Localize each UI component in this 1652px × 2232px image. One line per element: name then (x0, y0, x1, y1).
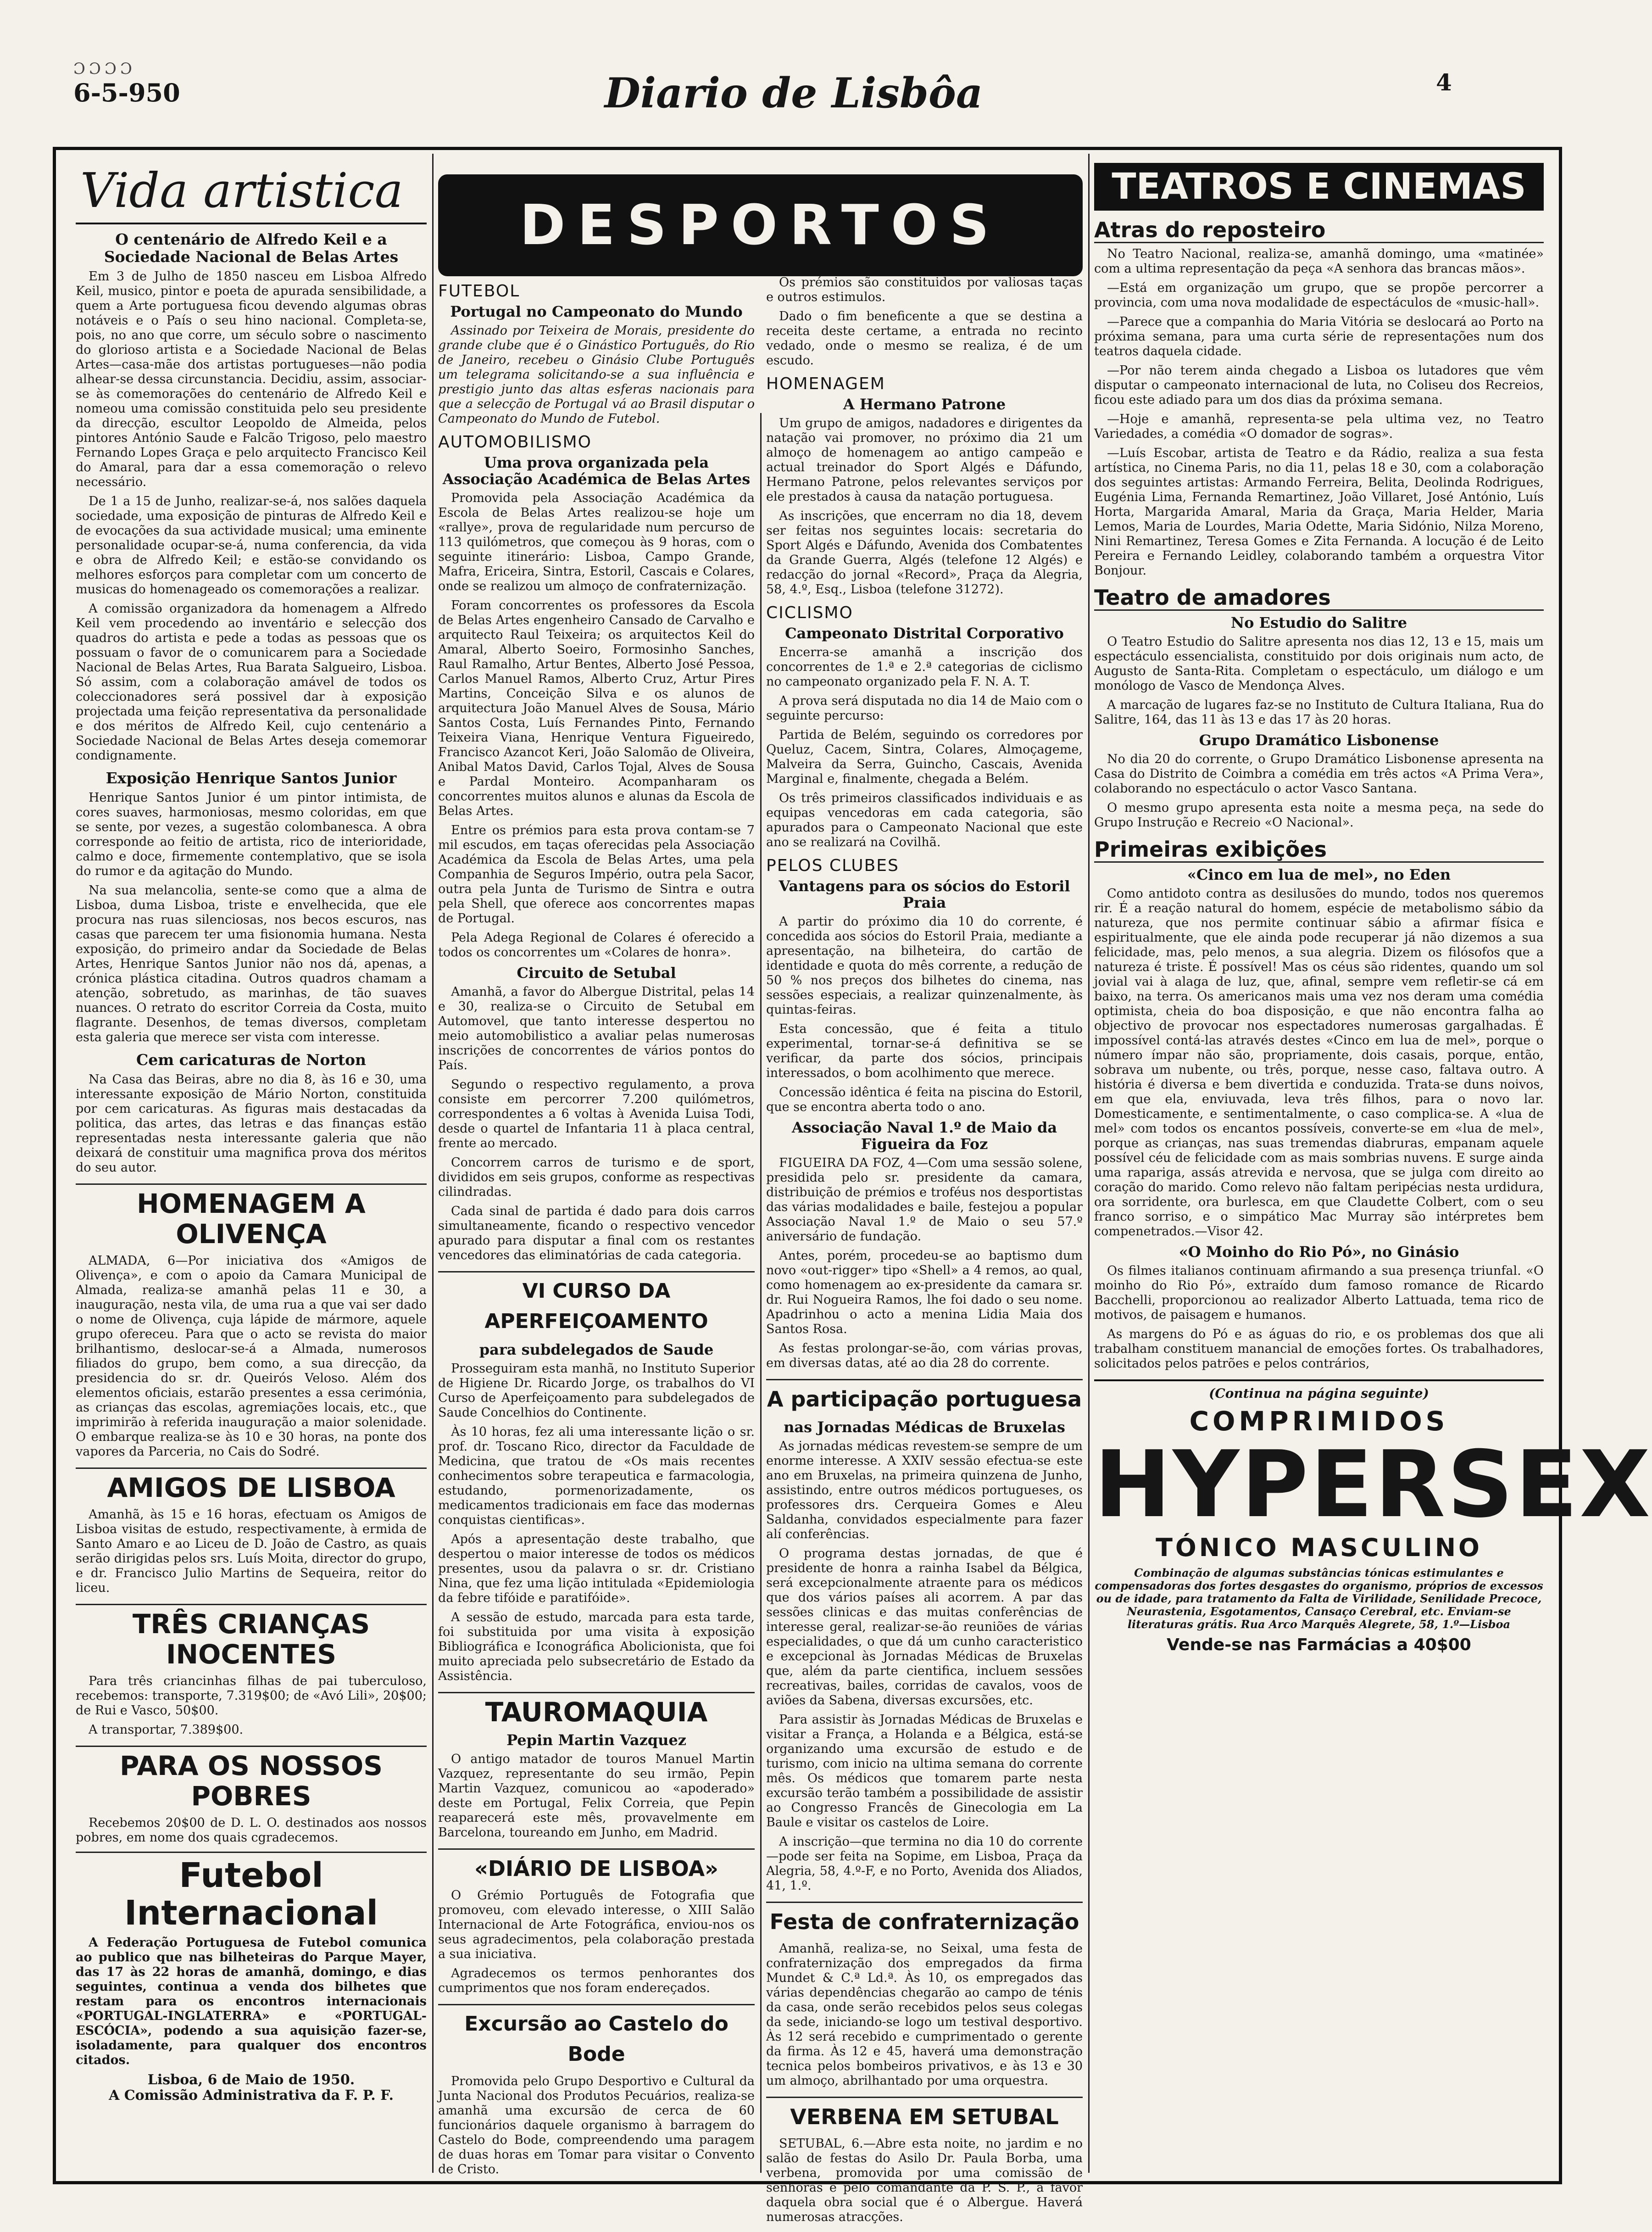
column-divider (1088, 154, 1090, 2173)
article-paragraph: Agradecemos os termos penhorantes dos cumprimentos que nos foram endereçados. (438, 1966, 755, 1995)
article-subtitle: Grupo Dramático Lisbonense (1199, 731, 1439, 749)
article-paragraph: Os prémios são constituidos por valiosas taças e outros estimulos. (766, 275, 1083, 304)
article-title: A participação portuguesa (766, 1379, 1083, 1414)
article-paragraph: Pela Adega Regional de Colares é oferecido a todos os concorrentes um «Colares de honra». (438, 931, 755, 960)
article-paragraph: Foram concorrentes os professores da Escola de Belas Artes engenheiro Cansado de Carvalho e arquitecto Raul Teixeira; os arquitectos Keil do Amaral, Alberto Soeiro, Formosinho Sanches, Raul Ramalho, Artur Bentes, Alberto José Pessoa, Carlos Manuel Ramos, Alberto Cruz, Artur Pires Martins, Conceição Silva e os alunos de arquitectura João Manuel Alves de Sousa, Mário Santos Costa, Luís Fernandes Pinto, Fernando Teixeira Viana, Henrique Ventura Figueiredo, Francisco Azancot Keri, João Salomão de Oliveira, Anibal Matos David, Carlos Tojal, Alves de Sousa e Pardal Monteiro. Acompanharam os concorrentes muitos alunos e alunas da Escola de Belas Artes. (438, 598, 755, 818)
article-paragraph: O programa destas jornadas, de que é presidente de honra a rainha Isabel da Bélgica, será excepcionalmente atraente para os médicos que dos vários países ali acorrem. A par das sessões clinicas e das muitas conferências de interesse geral, realizar-se-ão reuniões de várias especialidades, o que dá um cunho caracteristico e excepcional às Jornadas Médicas de Bruxelas que, além da parte cientifica, incluem sessões recreativas, bailes, corridas de cavalos, voos de aviões da Sabena, diversas excursões, etc. (766, 1546, 1083, 1707)
category-label: PELOS CLUBES (766, 856, 899, 875)
article-title: Circuito de Setubal (517, 964, 676, 982)
article-paragraph: As inscrições, que encerram no dia 18, devem ser feitas nos seguintes locais: secretaria do Sport Algés e Dáfundo, Avenida dos Combatentes da Grande Guerra, Algés (telefone 12 Algés) e redacção do jornal «Record», Praça da Alegria, 58, 4.º, Esq., Lisboa (telefone 31272). (766, 509, 1083, 597)
article-title: A Hermano Patrone (843, 396, 1006, 413)
article-paragraph: No Teatro Nacional, realiza-se, amanhã domingo, uma «matinée» com a ultima representação da peça «A senhora das brancas mãos». (1094, 247, 1544, 276)
article-paragraph: —Por não terem ainda chegado a Lisboa os lutadores que vêm disputar o campeonato internacional de luta, no Coliseu dos Recreios, ficou este adiado para um dos dias da próxima semana. (1094, 363, 1544, 407)
ad-description: Combinação de algumas substâncias tónicas estimulantes e compensadoras dos fortes desgastes do organismo, próprios de excessos ou de idade, para tratamento da Falta de Virilidade, Senilidade Precoce, Neurastenia, Esgotamentos, Cansaço Cerebral, etc. Enviam-se literaturas grátis. Rua Arco Marquês Alegrete, 58, 1.º—Lisboa (1095, 1566, 1543, 1631)
section-title-vida-artistica: Vida artistica (80, 162, 403, 218)
category-label: FUTEBOL (438, 282, 520, 301)
article-paragraph: Assinado por Teixeira de Morais, presidente do grande clube que é o Ginástico Português, do Rio de Janeiro, recebeu o Ginásio Clube Português um telegrama solicitando-se a sua influência e prestigio junto das altas esferas nacionais para que a selecção de Portugal vá ao Brasil disputar o Campeonato do Mundo de Futebol. (438, 324, 755, 426)
article-paragraph: —Luís Escobar, artista de Teatro e da Rádio, realiza a sua festa artística, no Cinema Paris, no dia 11, pelas 18 e 30, com a colaboração dos seguintes artistas: Armando Ferreira, Belita, Deolinda Rodrigues, Eugénia Lima, Fernanda Remartinez, João Villaret, José António, Luís Horta, Margarida Amaral, Maria da Graça, Maria Helder, Maria Lemos, Maria de Lourdes, Maria Odette, Maria Sidónio, Nilza Moreno, Nini Remartinez, Teresa Gomes e Zita Fernanda. A locução é de Leito Pereira e Fernando Leidley, colaborando também a orquestra Vitor Bonjour. (1094, 446, 1544, 578)
article-title: TAUROMAQUIA (438, 1692, 755, 1727)
article-paragraph: Concessão idêntica é feita na piscina do Estoril, que se encontra aberta todo o ano. (766, 1085, 1083, 1114)
article-title: AMIGOS DE LISBOA (76, 1468, 427, 1503)
article-paragraph: Amanhã, realiza-se, no Seixal, uma festa de confraternização dos empregados da firma Mundet & C.ª Ld.ª. Às 10, os empregados das várias dependências chegarão ao campo de ténis da casa, onde serão recebidos pelos seus colegas da sede, iniciando-se logo um testival desportivo. Às 12 será recebido e cumprimentado o gerente da firma. Às 12 e 45, haverá uma demonstração tecnica pelos bombeiros privativos, e às 13 e 30 um almoço, abrilhantado por uma orquestra. (766, 1942, 1083, 2088)
article-paragraph: Cada sinal de partida é dado para dois carros simultaneamente, ficando o respectivo vencedor apurado para disputar a final com os restantes vencedores das eliminatórias de cada categoria. (438, 1204, 755, 1262)
category-label: CICLISMO (766, 603, 853, 622)
article-paragraph: Esta concessão, que é feita a titulo experimental, tornar-se-á definitiva se se verificar, da parte dos sócios, principais interessados, o bom acolhimento que merece. (766, 1022, 1083, 1080)
article-paragraph: Em 3 de Julho de 1850 nasceu em Lisboa Alfredo Keil, musico, pintor e poeta de apurada sensibilidade, a quem a Arte portuguesa ficou devendo algumas obras notáveis e o País o seu hino nacional. Completa-se, pois, no ano que corre, um século sobre o nascimento do glorioso artista e a Sociedade Nacional de Belas Artes—casa-mãe dos artistas portugueses—não podia alhear-se dessa circunstancia. Decidiu, assim, associar-se às comemorações do centenário de Alfredo Keil e nomeou uma comissão constituida pelo seu presidente da direcção, escultor Leopoldo de Almeida, pelos pintores António Saude e Falcão Trigoso, pelo maestro Fernando Lopes Graça e pelo arquitecto Francisco Keil do Amaral, para dar a essa comemoração o relevo necessário. (76, 269, 427, 489)
article-title: TRÊS CRIANÇAS INOCENTES (76, 1604, 427, 1669)
ad-comprimidos: COMPRIMIDOS (1189, 1406, 1449, 1437)
article-paragraph: —Parece que a companhia do Maria Vitória se deslocará ao Porto na próxima semana, para uma curta série de representações num dos teatros daquela cidade. (1094, 315, 1544, 358)
article-paragraph: As jornadas médicas revestem-se sempre de um enorme interesse. A XXIV sessão efectua-se este ano em Bruxelas, na primeira quinzena de Junho, assistindo, entre outros médicos portugueses, os professores drs. Cerqueira Gomes e Aleu Saldanha, convidados especialmente para fazer alí conferências. (766, 1439, 1083, 1541)
article-title: Festa de confraternização (766, 1902, 1083, 1937)
article-paragraph: O antigo matador de touros Manuel Martin Vazquez, representante do seu irmão, Pepin Martin Vazquez, comunicou ao «apoderado» deste em Portugal, Felix Correia, que Pepin reaparecerá este mês, provavelmente em Barcelona, toureando em Junho, em Madrid. (438, 1752, 755, 1840)
column-desportos-continued (766, 275, 1083, 2224)
article-paragraph: Amanhã, às 15 e 16 horas, efectuam os Amigos de Lisboa visitas de estudo, respectivamente, à ermida de Santo Amaro e ao Liceu de D. João de Castro, as quais serão dirigidas pelos srs. Luís Moita, director do grupo, e dr. Francisco Julio Martins de Sequeira, reitor do liceu. (76, 1507, 427, 1595)
article-paragraph: ALMADA, 6—Por iniciativa dos «Amigos de Olivença», e com o apoio da Camara Municipal de Almada, realiza-se amanhã pelas 11 e 30, a inauguração, nesta vila, de uma rua a que vai ser dado o nome de Olivença, cuja lápide de mármore, aquele grupo ofereceu. Para que o acto se revista do maior brilhantismo, deslocar-se-á a Almada, numerosos filiados do grupo, bem como, a sua direcção, da presidencia do sr. dr. Queirós Veloso. Além dos elementos oficiais, estarão presentes a essa cerimónia, as crianças das escolas, agremiações locais, etc., que imprimirão à referida inauguração a maior solenidade. O embarque realiza-se às 10 e 30 horas, na ponte dos vapores da Parceria, no Cais do Sodré. (76, 1254, 427, 1459)
article-paragraph: Dado o fim beneficente a que se destina a receita deste certame, a entrada no recinto vedado, onde o mesmo se realiza, é de um escudo. (766, 309, 1083, 368)
column-divider (432, 154, 434, 2173)
article-subtitle: No Estudio do Salitre (1230, 614, 1407, 631)
desportos-banner-wrap (438, 165, 1083, 283)
article-paragraph: A Federação Portuguesa de Futebol comunica ao publico que nas bilheteiras do Parque Mayer, das 17 às 22 horas de amanhã, domingo, e dias seguintes, continua a venda dos bilhetes que restam para os encontros internacionais «PORTUGAL-INGLATERRA» e «PORTUGAL-ESCÓCIA», podendo a sua aquisição fazer-se, isoladamente, para qualquer dos encontros citados. (76, 1936, 427, 2067)
article-paragraph: A inscrição—que termina no dia 10 do corrente—pode ser feita na Sopime, em Lisboa, Praça da Alegria, 58, 4.º-F, e no Porto, Avenida dos Aliados, 41, 1.º. (766, 1835, 1083, 1893)
article-paragraph: Os três primeiros classificados individuais e as equipas vencedoras em cada categoria, são apurados para o Campeonato Nacional que este ano se realizará na Covilhã. (766, 791, 1083, 849)
article-title: Teatro de amadores (1094, 586, 1544, 611)
article-paragraph: —Está em organização um grupo, que se propõe percorrer a provincia, com uma nova modalidade de espectáculos de «music-hall». (1094, 281, 1544, 310)
ad-price: Vende-se nas Farmácias a 40$00 (1167, 1635, 1471, 1654)
article-title: «DIÁRIO DE LISBOA» (438, 1848, 755, 1884)
article-paragraph: Prosseguiram esta manhã, no Instituto Superior de Higiene Dr. Ricardo Jorge, os trabalhos do VI Curso de Aperfeiçoamento para subdelegados de Saude Concelhios do Continente. (438, 1362, 755, 1420)
article-title: Futebol Internacional (76, 1852, 427, 1932)
article-title: PARA OS NOSSOS POBRES (76, 1746, 427, 1811)
ad-tagline: TÓNICO MASCULINO (1156, 1533, 1482, 1562)
column-divider (760, 413, 762, 2173)
article-paragraph: Para três criancinhas filhas de pai tuberculoso, recebemos: transporte, 7.319$00; de «Avó Lili», 20$00; de Rui e Vasco, 50$00. (76, 1674, 427, 1718)
column-desportos (438, 275, 755, 2186)
column-vida-artistica (76, 154, 427, 2186)
ad-brand-name: HYPERSEX (1094, 1431, 1652, 1538)
article-title: Atras do reposteiro (1094, 218, 1544, 243)
category-label: HOMENAGEM (766, 374, 885, 393)
article-paragraph: Henrique Santos Junior é um pintor intimista, de cores suaves, harmoniosas, mesmo coloridas, em que se sente, por vezes, a sugestão colombanesca. A obra corresponde ao feitio de artista, rico de interioridade, calmo e doce, firmemente contemplativo, que se isola do rumor e da agitação do Mundo. (76, 791, 427, 878)
article-paragraph: Concorrem carros de turismo e de sport, divididos em seis grupos, conforme as respectivas cilindradas. (438, 1155, 755, 1199)
article-signature: A Comissão Administrativa da F. P. F. (109, 2087, 394, 2104)
article-subtitle: nas Jornadas Médicas de Bruxelas (784, 1418, 1065, 1436)
article-paragraph: A prova será disputada no dia 14 de Maio com o seguinte percurso: (766, 694, 1083, 723)
article-title: Excursão ao Castelo do Bode (438, 2004, 755, 2070)
article-title: Associação Naval 1.º de Maio da Figueira da Foz (791, 1119, 1057, 1153)
article-paragraph: Como antidoto contra as desilusões do mundo, todos nos queremos rir. É a reação natural do homem, espécie de metabolismo sábio da natureza, que nos permite continuar sábio a afirmar física e espiritualmente, que ele ainda pode recuperar já não dizemos a sua felicidade, mas, pelo menos, a sua alegria. Dizem os filósofos que a natureza é triste. É possível! Mas os céus são ridentes, quando um sol jovial vai à alaga de luz, que, afinal, sempre vem refletir-se cá em baixo, na terra. Os americanos mais uma vez nos deram uma comédia optimista, cheia do boa disposição, e que não encontra falha ao objectivo de provocar nos espectadores numerosas gargalhadas. É impossível contá-las através destes «Cinco em lua de mel», porque o número ímpar não são, propriamente, dois casais, porque, então, sobrava um nubente, ou três, porque, nesse caso, faltava outro. A história é diversa e bem divertida e conduzida. Trata-se duns noivos, em que ela, enviuvada, leva três filhos, para o novo lar. Domesticamente, e sentimentalmente, o caso complica-se. A «lua de mel» com todos os encantos possíveis, converte-se em «lua de mel», porque as crianças, nas suas tremendas diabruras, empanam aquele possível céu de felicidade com as mais sombrias nuvens. E surge ainda uma rapariga, assás atrevida e nervosa, que se julga com direito ao coração do marido. Como relevo não faltam peripécias nesta urdidura, ora sorridente, ora burlesca, em que Claudette Colbert, com o seu franco sorriso, e o simpático Mac Murray são intérpretes bem compenetrados.—Visor 42. (1094, 887, 1544, 1239)
article-title: Uma prova organizada pela Associação Académica de Belas Artes (442, 454, 751, 488)
article-title: Primeiras exibições (1094, 837, 1544, 863)
article-subtitle: para subdelegados de Saude (479, 1341, 714, 1358)
article-title: HOMENAGEM A OLIVENÇA (76, 1183, 427, 1249)
article-paragraph: Segundo o respectivo regulamento, a prova consiste em percorrer 7.200 quilómetros, correspondentes a 6 voltas à Avenida Luisa Todi, desde o quartel de Infantaria 11 à placa central, frente ao mercado. (438, 1077, 755, 1150)
article-paragraph: SETUBAL, 6.—Abre esta noite, no jardim e no salão de festas do Asilo Dr. Paula Borba, uma verbena, promovida por uma comissão de senhoras e pelo comandante da P. S. P., a favor daquela obra social que é o Albergue. Haverá numerosas atracções. (766, 2137, 1083, 2224)
category-label: AUTOMOBILISMO (438, 433, 592, 452)
article-title: VI CURSO DA APERFEIÇOAMENTO (438, 1271, 755, 1337)
article-paragraph: Promovida pela Associação Académica da Escola de Belas Artes realizou-se hoje um «rallye», prova de regularidade num percurso de 113 quilómetros, que começou às 9 horas, com o seguinte itinerário: Lisboa, Campo Grande, Mafra, Ericeira, Sintra, Estoril, Cascais e Colares, onde se realizou um almoço de confraternização. (438, 491, 755, 593)
article-paragraph: No dia 20 do corrente, o Grupo Dramático Lisbonense apresenta na Casa do Distrito de Coimbra a comédia em três actos «A Prima Vera», colaborando no espectáculo o actor Vasco Santana. (1094, 752, 1544, 796)
article-paragraph: Os filmes italianos continuam afirmando a sua presença triunfal. «O moinho do Rio Pó», extraído dum famoso romance de Ricardo Bacchelli, proporcionou ao realizador Alberto Lattuada, tema rico de motivos, de paisagem e humanos. (1094, 1264, 1544, 1322)
header-ornament: ƆƆƆƆ (73, 60, 136, 78)
article-paragraph: Antes, porém, procedeu-se ao baptismo dum novo «out-rigger» tipo «Shell» a 4 remos, ao qual, como homenagem ao ex-presidente da camara sr. dr. Rui Nogueira Ramos, lhe foi dado o seu nome. Apadrinhou o acto a menina Lidia Maia dos Santos Rosa. (766, 1249, 1083, 1336)
article-paragraph: Partida de Belém, seguindo os corredores por Queluz, Cacem, Sintra, Colares, Almoçageme, Malveira da Serra, Guincho, Cascais, Avenida Marginal e, finalmente, chegada a Belém. (766, 728, 1083, 786)
article-subtitle: Pepin Martin Vazquez (506, 1731, 686, 1749)
article-paragraph: Na Casa das Beiras, abre no dia 8, às 16 e 30, uma interessante exposição de Mário Norton, constituida por cem caricaturas. As figuras mais destacadas da politica, das artes, das letras e das finanças estão representadas nesta interessante galeria que não deixará de constituir uma magnifica prova dos méritos do seu autor. (76, 1072, 427, 1175)
article-title: O centenário de Alfredo Keil e a Sociedade Nacional de Belas Artes (104, 230, 399, 266)
article-paragraph: Entre os prémios para esta prova contam-se 7 mil escudos, em taças oferecidas pela Associação Académica da Escola de Belas Artes, uma pela Companhia de Seguros Império, outra pela Sacor, outra pela Junta de Turismo de Sintra e outra pela Shell, que oferece aos concorrentes mapas de Portugal. (438, 823, 755, 926)
article-title: Portugal no Campeonato do Mundo (450, 303, 743, 320)
article-title: Campeonato Distrital Corporativo (785, 625, 1064, 642)
article-paragraph: Na sua melancolia, sente-se como que a alma de Lisboa, duma Lisboa, triste e envelhecida, que ele procura nas ruas silenciosas, nos becos escuros, nas casas que parecem ter uma fisionomia humana. Nesta exposição, do primeiro andar da Sociedade de Belas Artes, Henrique Santos Junior não nos dá, apenas, a crónica plástica citadina. Outros quadros chamam a atenção, sobretudo, as marinhas, de tão suaves nuances. O retrato do escritor Correia da Costa, muito flagrante. Desenhos, de temas diversos, completam esta galeria que merece ser vista com interesse. (76, 883, 427, 1044)
article-paragraph: A partir do próximo dia 10 do corrente, é concedida aos sócios do Estoril Praia, mediante a apresentação, na bilheteira, do cartão de identidade e quota do mês corrente, a redução de 50 % nos preços dos bilhetes do cinema, nas sessões especiais, a realizar quinzenalmente, às quintas-feiras. (766, 915, 1083, 1017)
masthead: Diario de Lisbôa (604, 69, 983, 117)
continued-note: (Continua na página seguinte) (1209, 1386, 1429, 1401)
article-subtitle: «Cinco em lua de mel», no Eden (1187, 866, 1451, 883)
article-paragraph: Às 10 horas, fez ali uma interessante lição o sr. prof. dr. Toscano Rico, director da Faculdade de Medicina, que tratou de «Os mais recentes conhecimentos sobre terapeutica e farmacologia, estudando, pormenorizadamente, os medicamentos tradicionais em face das modernas conquistas cientificas». (438, 1425, 755, 1527)
article-paragraph: O mesmo grupo apresenta esta noite a mesma peça, na sede do Grupo Instrução e Recreio «O Nacional». (1094, 801, 1544, 830)
article-paragraph: Para assistir às Jornadas Médicas de Bruxelas e visitar a França, a Holanda e a Bélgica, está-se organizando uma excursão de estudo e de turismo, com inicio na ultima semana do corrente mês. Os médicos que tomarem parte nesta excursão terão também a possibilidade de assistir ao Congresso Francês de Ginecologia em La Baule e visitar os castelos de Loire. (766, 1713, 1083, 1830)
article-paragraph: Recebemos 20$00 de D. L. O. destinados aos nossos pobres, em nome dos quais cgradecemos. (76, 1816, 427, 1845)
issue-date: 6-5-950 (73, 78, 180, 107)
article-paragraph: —Hoje e amanhã, representa-se pela ultima vez, no Teatro Variedades, a comédia «O domador de sogras». (1094, 412, 1544, 441)
column-teatros-cinemas (1094, 154, 1652, 2186)
teatros-cinemas-banner: TEATROS E CINEMAS (1094, 163, 1544, 211)
article-title: Vantagens para os sócios do Estoril Praia (779, 877, 1070, 911)
hypersex-advertisement (1094, 1379, 1652, 1654)
article-paragraph: Um grupo de amigos, nadadores e dirigentes da natação vai promover, no próximo dia 21 um almoço de homenagem ao antigo campeão e actual treinador do Sport Algés e Dáfundo, Hermano Patrone, pelos relevantes serviços por ele prestados à causa da natação portuguesa. (766, 416, 1083, 504)
article-title: VERBENA EM SETUBAL (766, 2097, 1083, 2132)
article-paragraph: Encerra-se amanhã a inscrição dos concorrentes de 1.ª e 2.ª categorias de ciclismo no campeonato organizado pela F. N. A. T. (766, 645, 1083, 689)
article-title: Cem caricaturas de Norton (136, 1051, 366, 1069)
article-paragraph: As margens do Pó e as águas do rio, e os problemas dos que ali trabalham constituem manancial de emoções fortes. Os trabalhadores, solicitados pelos patrões e pelos contrários, (1094, 1327, 1544, 1371)
article-paragraph: A comissão organizadora da homenagem a Alfredo Keil vem procedendo ao inventário e selecção dos quadros do artista e pede a todas as pessoas que os possuam o favor de o comunicarem para a Sociedade Nacional de Belas Artes, Rua Barata Salgueiro, Lisboa. Só assim, com a colaboração amável de todos os coleccionadores será possivel dar à exposição projectada uma feição representativa da personalidade e dos méritos de Alfredo Keil, cujo centenário a Sociedade Nacional de Belas Artes deseja comemorar condignamente. (76, 602, 427, 763)
article-subtitle: «O Moinho do Rio Pó», no Ginásio (1179, 1243, 1459, 1261)
page-number: 4 (1436, 69, 1452, 96)
article-paragraph: O Grémio Português de Fotografia que promoveu, com elevado interesse, o XIII Salão Internacional de Arte Fotográfica, enviou-nos os seus agradecimentos, pela colaboração prestada a sua iniciativa. (438, 1888, 755, 1961)
article-paragraph: Promovida pelo Grupo Desportivo e Cultural da Junta Nacional dos Produtos Pecuários, realiza-se amanhã uma excursão de cerca de 60 funcionários daquele organismo à barragem do Castelo do Bode, compreendendo uma paragem de duas horas em Tomar para visitar o Convento de Cristo. (438, 2074, 755, 2176)
article-title: Exposição Henrique Santos Junior (106, 769, 397, 787)
article-paragraph: Amanhã, a favor do Albergue Distrital, pelas 14 e 30, realiza-se o Circuito de Setubal em Automovel, que tanto interesse despertou no meio automobilistico a avaliar pelas numerosas inscrições de concorrentes de vários pontos do País. (438, 985, 755, 1072)
article-paragraph: De 1 a 15 de Junho, realizar-se-á, nos salões daquela sociedade, uma exposição de pinturas de Alfredo Keil e de evocações da sua actividade musical; uma eminente personalidade ocupar-se-á, numa conferencia, da vida e obra de Alfredo Keil; e estão-se convidando os melhores esforços para completar com um concerto de musicas do homenageado os comemorações a realizar. (76, 494, 427, 597)
article-paragraph: FIGUEIRA DA FOZ, 4—Com uma sessão solene, presidida pelo sr. presidente da camara, distribuição de prémios e troféus nos desportistas das várias modalidades e baile, festejou a popular Associação Naval 1.º de Maio o seu 57.º aniversário de fundação. (766, 1156, 1083, 1244)
article-dateline: Lisboa, 6 de Maio de 1950. (147, 2072, 355, 2088)
section-rule (76, 223, 427, 224)
article-paragraph: A transportar, 7.389$00. (89, 1723, 244, 1737)
article-paragraph: A sessão de estudo, marcada para esta tarde, foi substituida por uma visita à exposição Bibliográfica e Iconográfica Abolicionista, que foi muito apreciada pelo subsecretário de Estado da Assistência. (438, 1610, 755, 1683)
desportos-banner: DESPORTOS (438, 174, 1083, 276)
article-paragraph: Após a apresentação deste trabalho, que despertou o maior interesse de todos os médicos presentes, usou da palavra o sr. dr. Cristiano Nina, que fez uma lição intitulada «Epidemiologia da febre tifóide e paratifóide». (438, 1532, 755, 1605)
article-paragraph: A marcação de lugares faz-se no Instituto de Cultura Italiana, Rua do Salitre, 164, das 11 às 13 e das 17 às 20 horas. (1094, 698, 1544, 727)
article-paragraph: As festas prolongar-se-ão, com várias provas, em diversas datas, até ao dia 28 do corrente. (766, 1341, 1083, 1370)
article-paragraph: O Teatro Estudio do Salitre apresenta nos dias 12, 13 e 15, mais um espectáculo essencialista, constituido por dois originais num acto, de Augusto de Santa-Rita. Completam o espectáculo, um diálogo e um monólogo de Vasco de Mendonça Alves. (1094, 635, 1544, 693)
